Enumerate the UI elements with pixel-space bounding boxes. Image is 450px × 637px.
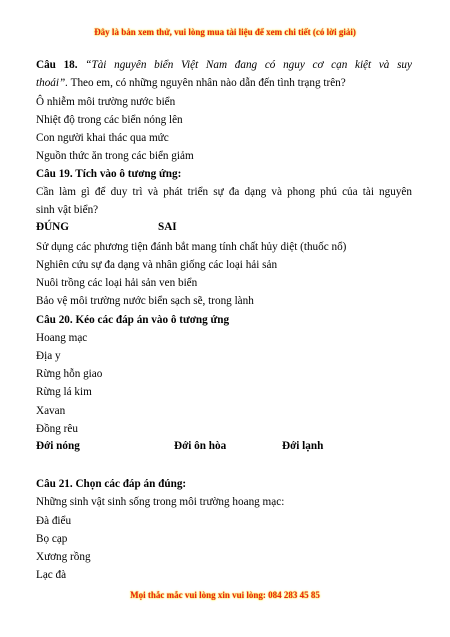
q19-question-line2: sinh vật biển?	[36, 204, 99, 216]
q19-item[interactable]: Nghiên cứu sự đa dạng và nhân giống các loại hải sản	[36, 259, 278, 271]
q21-option[interactable]: Đà điểu	[36, 515, 72, 527]
q18-quote-line1: “Tài nguyên biển Việt Nam đang có nguy cơ cạn kiệt và suy	[77, 59, 412, 71]
q18-option[interactable]: Con người khai thác qua mức	[36, 132, 169, 144]
q19-col-true: ĐÚNG	[36, 221, 69, 233]
q19-col-false: SAI	[158, 221, 177, 233]
q21-question: Những sinh vật sinh sống trong môi trường hoang mạc:	[36, 496, 285, 508]
q18-option[interactable]: Ô nhiễm môi trường nước biển	[36, 96, 176, 108]
q19-item[interactable]: Sử dụng các phương tiện đánh bắt mang tính chất hủy diệt (thuốc nổ)	[36, 241, 347, 253]
q20-drop-zone-temperate[interactable]: Đới ôn hòa	[174, 440, 227, 452]
q18-label: Câu 18.	[36, 59, 78, 71]
q18-option[interactable]: Nhiệt độ trong các biển nóng lên	[36, 114, 183, 126]
q20-draggable-item[interactable]: Rừng lá kim	[36, 386, 92, 398]
q19-title: Câu 19. Tích vào ô tương ứng:	[36, 168, 182, 180]
q21-option[interactable]: Lạc đà	[36, 569, 67, 581]
q19-question-line1: Cần làm gì để duy trì và phát triển sự đa dạng và phong phú của tài nguyên	[36, 186, 412, 198]
q20-draggable-item[interactable]: Rừng hỗn giao	[36, 368, 103, 380]
q20-drop-zone-hot[interactable]: Đới nóng	[36, 440, 80, 452]
preview-banner: Đây là bản xem thử, vui lòng mua tài liệu để xem chi tiết (có lời giải)	[94, 27, 356, 37]
q21-title: Câu 21. Chọn các đáp án đúng:	[36, 478, 187, 490]
q20-drop-zone-cold[interactable]: Đới lạnh	[282, 440, 324, 452]
q21-option[interactable]: Bọ cạp	[36, 533, 68, 545]
q19-item[interactable]: Nuôi trồng các loại hải sản ven biển	[36, 277, 198, 289]
q18-question-line1	[36, 58, 412, 72]
q18-question-rest: Theo em, có những nguyên nhân nào dẫn đến tình trạng trên?	[68, 77, 346, 89]
q18-question-line2	[36, 76, 412, 90]
q19-item[interactable]: Bảo vệ môi trường nước biển sạch sẽ, trong lành	[36, 295, 254, 307]
q20-draggable-item[interactable]: Hoang mạc	[36, 332, 88, 344]
q20-draggable-item[interactable]: Địa y	[36, 350, 61, 362]
q20-draggable-item[interactable]: Xavan	[36, 405, 66, 417]
q20-draggable-item[interactable]: Đồng rêu	[36, 423, 78, 435]
q21-option[interactable]: Xương rồng	[36, 551, 91, 563]
contact-banner: Mọi thắc mắc vui lòng xin vui lòng: 084 283 45 85	[130, 590, 320, 600]
q18-option[interactable]: Nguồn thức ăn trong các biển giảm	[36, 150, 194, 162]
q20-title: Câu 20. Kéo các đáp án vào ô tương ứng	[36, 314, 230, 326]
q18-quote-line2: thoái”.	[36, 77, 69, 89]
